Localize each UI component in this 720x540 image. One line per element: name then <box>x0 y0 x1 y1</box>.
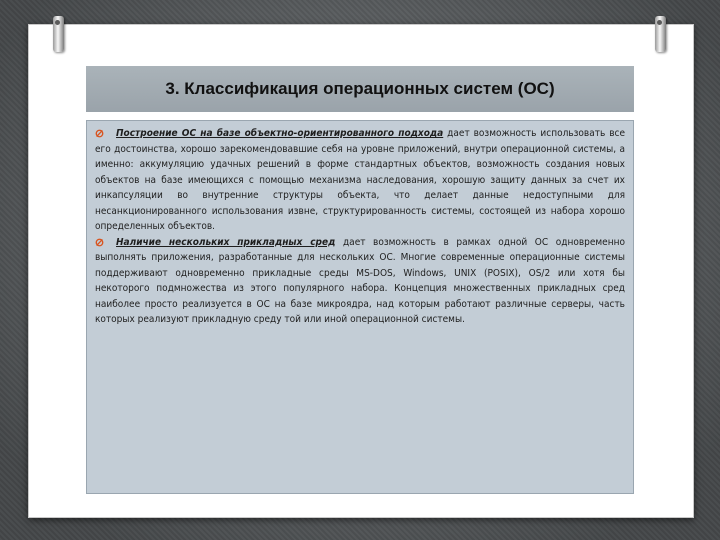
slide-content <box>86 120 634 494</box>
paragraph-oop <box>95 126 625 235</box>
circle-slash-bullet-icon <box>95 129 104 138</box>
paragraph-app-env-highlight: Наличие нескольких прикладных сред <box>116 236 336 248</box>
paragraph-app-env <box>95 235 625 328</box>
pushpin-left-icon <box>53 16 64 52</box>
paragraph-oop-highlight: Построение ОС на базе объектно-ориентированного подхода <box>116 128 444 139</box>
circle-slash-bullet-icon <box>95 238 104 247</box>
paragraph-oop-text: дает возможность использовать все его достоинства, хорошо зарекомендовавшие себя на уровне приложений, внутри операционной системы, а именно: аккумуляцию удачных решений в форме стандартных объектов, возможность создания новых объектов на базе имеющихся с помощью механизма наследования, хорошую защиту данных за счет их инкапсуляции во внутренние структуры объекта, что делает данные недоступными для несанкционированного использования извне, структурированность системы, состоящей из набора хорошо определенных объектов. <box>95 128 625 232</box>
pushpin-right-icon <box>655 16 666 52</box>
paragraph-app-env-text: дает возможность в рамках одной ОС одновременно выполнять приложения, разработанные для нескольких ОС. Многие современные операционные системы поддерживают одновременно прикладные среды MS-DOS, Windows, UNIX (POSIX), OS/2 или хотя бы некоторого подмножества из этого популярного набора. Концепция множественных прикладных сред наиболее просто реализуется в ОС на базе микроядра, над которым работают различные серверы, часть которых реализуют прикладную среду той или иной операционной системы. <box>95 236 625 325</box>
slide-title-bar <box>86 66 634 112</box>
slide-title: 3. Классификация операционных систем (ОС) <box>165 79 555 98</box>
